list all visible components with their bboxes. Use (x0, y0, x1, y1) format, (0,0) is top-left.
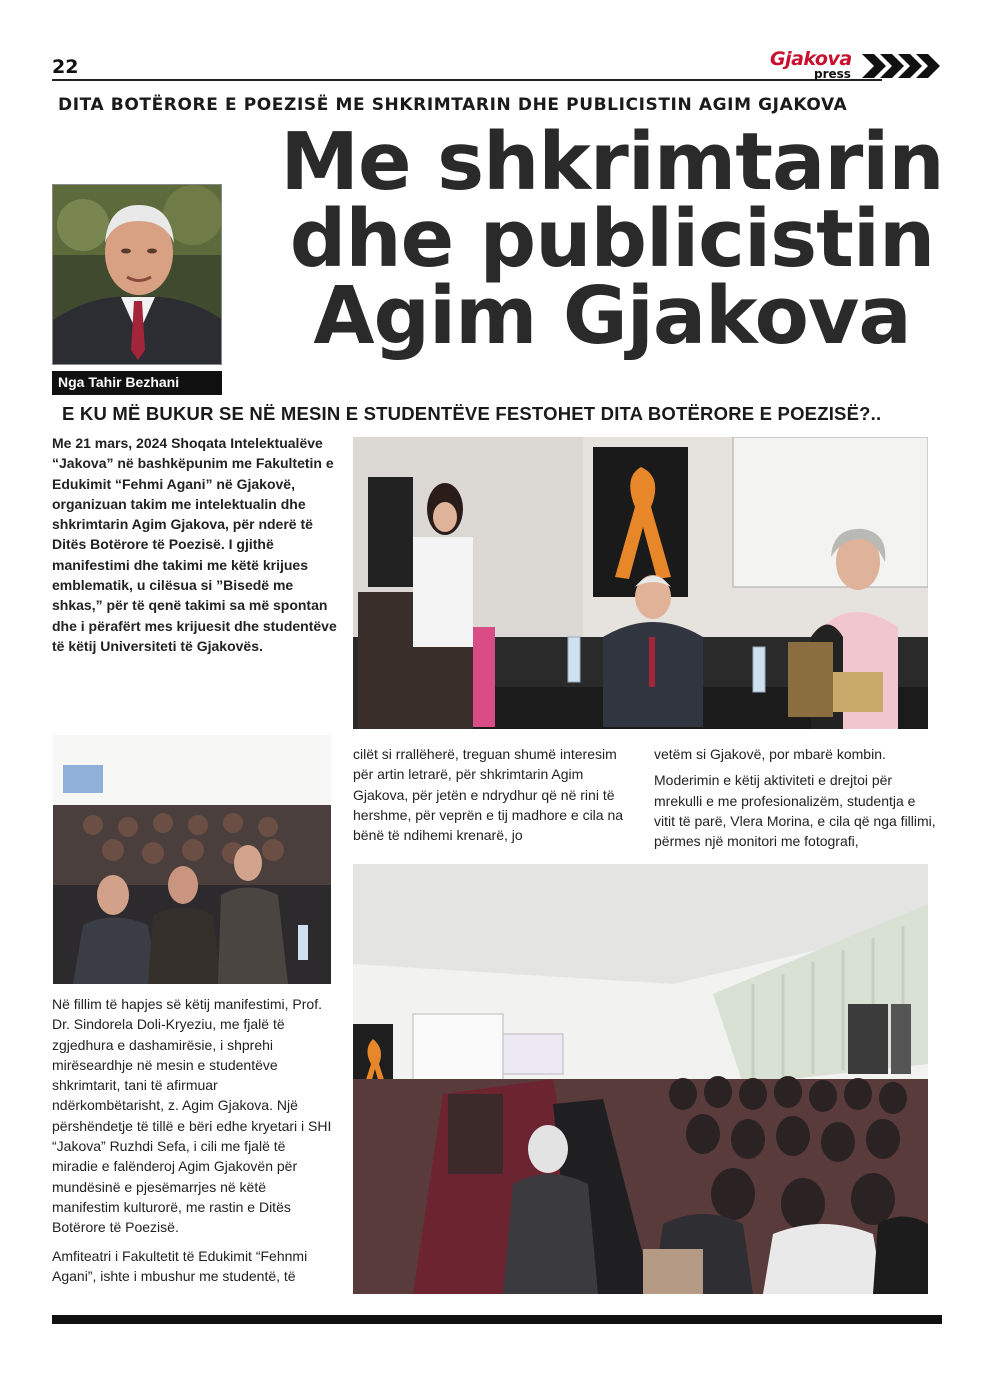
body-left-paragraph-1: Në fillim të hapjes së këtij manifestimi, Prof. Dr. Sindorela Doli-Kryeziu, me fjalë të zgjedhura e dashamirësie, i shprehi mirëseardhje në mesin e studentëve shkrimtarit, tani të afirmuar ndërkombëtarisht, z. Agim Gjakova. Një përshëndetje të tillë e bëri edhe kryetari i SHI “Jakova” Ruzhdi Sefa, i cili me fjalë të miradie e falënderoj Agim Gjakovën për mundësinë e pjesëmarrjes në këtë manifestim kulturorë, me rastin e Ditës Botërore të Poezisë. (52, 996, 332, 1236)
body-right-paragraph-1: vetëm si Gjakovë, por mbarë kombin. (654, 746, 886, 762)
article-headline (262, 116, 962, 362)
header-rule (52, 79, 882, 81)
logo-sub: press (814, 67, 851, 81)
logo-name: Gjakova (770, 48, 852, 70)
headline-line-1: Me shkrimtarin (280, 116, 944, 208)
article-body-left (52, 994, 332, 1294)
publication-logo (770, 50, 942, 84)
headline-line-3: Agim Gjakova (313, 270, 911, 362)
audience-photo (53, 735, 331, 984)
author-byline: Nga Tahir Bezhani (52, 371, 222, 395)
lecture-hall-photo (353, 864, 928, 1294)
article-body-right (654, 744, 937, 857)
chevron-arrows-icon (862, 52, 942, 80)
body-right-paragraph-2: Moderimin e këtij aktiviteti e drejtoi për mrekulli e me profesionalizëm, studentja e vitit të parë, Vlera Morina, e cila që nga fillimi, përmes një monitori me fotografi, (654, 772, 936, 850)
body-left-paragraph-2: Amfiteatri i Fakultetit të Edukimit “Fehnmi Agani”, ishte i mbushur me studentë, të (52, 1247, 308, 1284)
event-photo-panel (353, 437, 928, 729)
article-body-middle: cilët si rrallëherë, treguan shumë interesim për artin letrarë, për shkrimtarin Agim Gjakova, për jetën e ndrydhur që në rini të hershme, për veprën e tij madhore e cila na bënë të ndihemi krenarë, jo (353, 746, 624, 844)
article-kicker: DITA BOTËRORE E POEZISË ME SHKRIMTARIN DHE PUBLICISTIN AGIM GJAKOVA (58, 95, 848, 115)
page-number: 22 (52, 56, 79, 78)
author-portrait (52, 184, 222, 365)
footer-bar (52, 1315, 942, 1324)
headline-line-2: dhe publicistin (289, 193, 935, 285)
article-lead: Me 21 mars, 2024 Shoqata Intelektualëve “Jakova” në bashkëpunim me Fakultetin e Edukimit “Fehmi Agani” në Gjakovë, organizuan takim me intelektualin dhe shkrimtarin Agim Gjakova, për nderë të Ditës Botërore të Poezisë. I gjithë manifestimi dhe takimi me këtë krijues emblematik, u cilësua si ”Bisedë me shkas,” për të qenë takimi sa më spontan dhe i përafërt mes krijuesit dhe studentëve të këtij Universiteti të Gjakovës. (52, 435, 337, 654)
article-subhead: E KU MË BUKUR SE NË MESIN E STUDENTËVE FESTOHET DITA BOTËRORE E POEZISË?.. (62, 403, 882, 424)
